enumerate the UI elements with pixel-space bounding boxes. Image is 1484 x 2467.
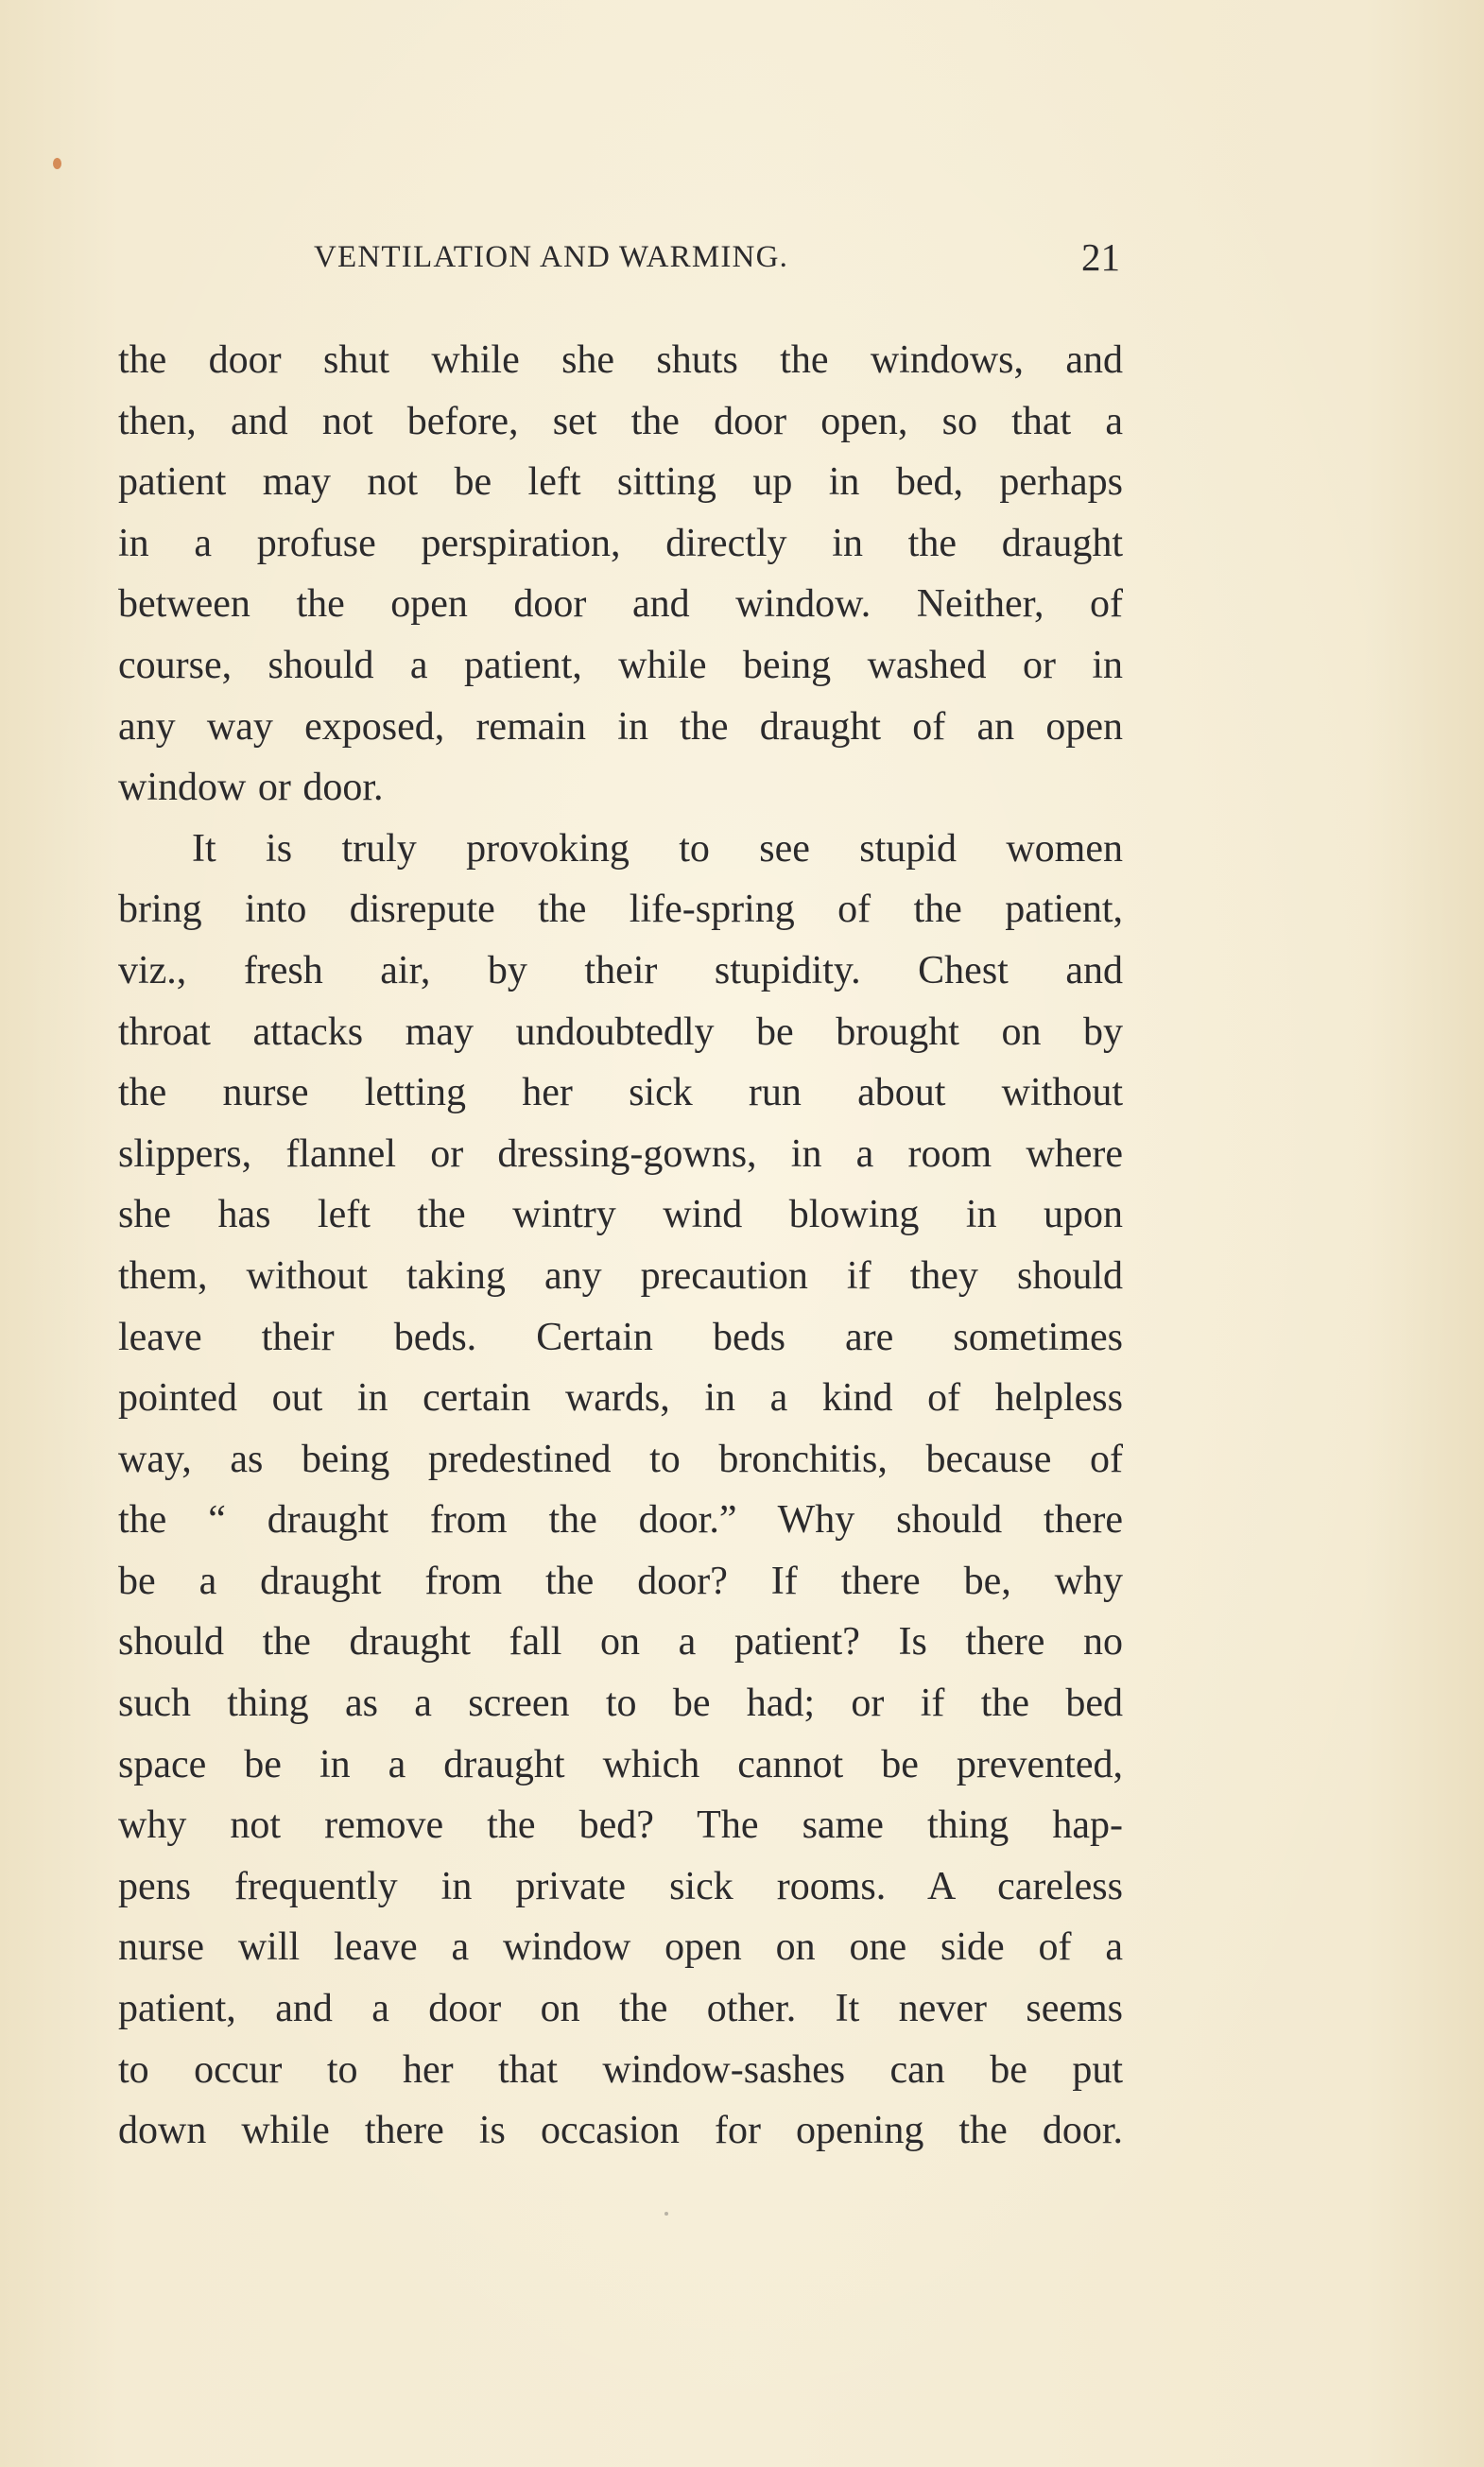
text-line: patient may not be left sitting up in bed, perhaps — [118, 460, 1123, 505]
text-line: space be in a draught which cannot be prevented, — [118, 1742, 1123, 1786]
text-line: viz., fresh air, by their stupidity. Chest and — [118, 948, 1123, 992]
text-line: should the draught fall on a patient? Is there no — [118, 1620, 1123, 1665]
text-line: be a draught from the door? If there be, why — [118, 1559, 1123, 1603]
text-line: throat attacks may undoubtedly be brought on by — [118, 1009, 1123, 1054]
text-line: to occur to her that window-sashes can be put — [118, 2047, 1123, 2092]
text-line: course, should a patient, while being washed or in — [118, 643, 1123, 687]
running-head — [118, 234, 1120, 291]
text-line: It is truly provoking to see stupid women — [192, 826, 1123, 871]
text-line: such thing as a screen to be had; or if the bed — [118, 1682, 1123, 1726]
text-line: in a profuse perspiration, directly in the draught — [118, 521, 1123, 565]
text-line: down while there is occasion for opening the door. — [118, 2109, 1123, 2153]
text-line: the “ draught from the door.” Why should there — [118, 1498, 1123, 1543]
text-line: slippers, flannel or dressing-gowns, in a room where — [118, 1131, 1123, 1176]
text-line: the door shut while she shuts the windows, and — [118, 338, 1123, 382]
body-text — [118, 330, 1123, 2162]
text-line: pointed out in certain wards, in a kind of helpless — [118, 1376, 1123, 1421]
text-line: why not remove the bed? The same thing hap- — [118, 1803, 1123, 1848]
paragraph-1 — [118, 330, 1123, 819]
text-line: the nurse letting her sick run about without — [118, 1071, 1123, 1115]
text-line: leave their beds. Certain beds are sometimes — [118, 1315, 1123, 1359]
paper-speck — [664, 2212, 668, 2216]
text-line: nurse will leave a window open on one side of a — [118, 1925, 1123, 1970]
page-number: 21 — [1081, 235, 1120, 279]
text-line: between the open door and window. Neither, of — [118, 582, 1123, 627]
paragraph-2 — [118, 819, 1123, 2162]
text-line: she has left the wintry wind blowing in upon — [118, 1193, 1123, 1237]
text-line: them, without taking any precaution if they should — [118, 1253, 1123, 1298]
running-title: VENTILATION AND WARMING. — [314, 240, 789, 274]
text-line: way, as being predestined to bronchitis, because of — [118, 1437, 1123, 1481]
text-line: pens frequently in private sick rooms. A careless — [118, 1864, 1123, 1908]
text-line: bring into disrepute the life-spring of the patient, — [118, 888, 1123, 932]
text-line: patient, and a door on the other. It never seems — [118, 1987, 1123, 2031]
ink-spot — [53, 158, 61, 169]
text-line: then, and not before, set the door open, so that a — [118, 399, 1123, 443]
text-line: any way exposed, remain in the draught of an open — [118, 704, 1123, 749]
text-line: window or door. — [118, 766, 384, 810]
